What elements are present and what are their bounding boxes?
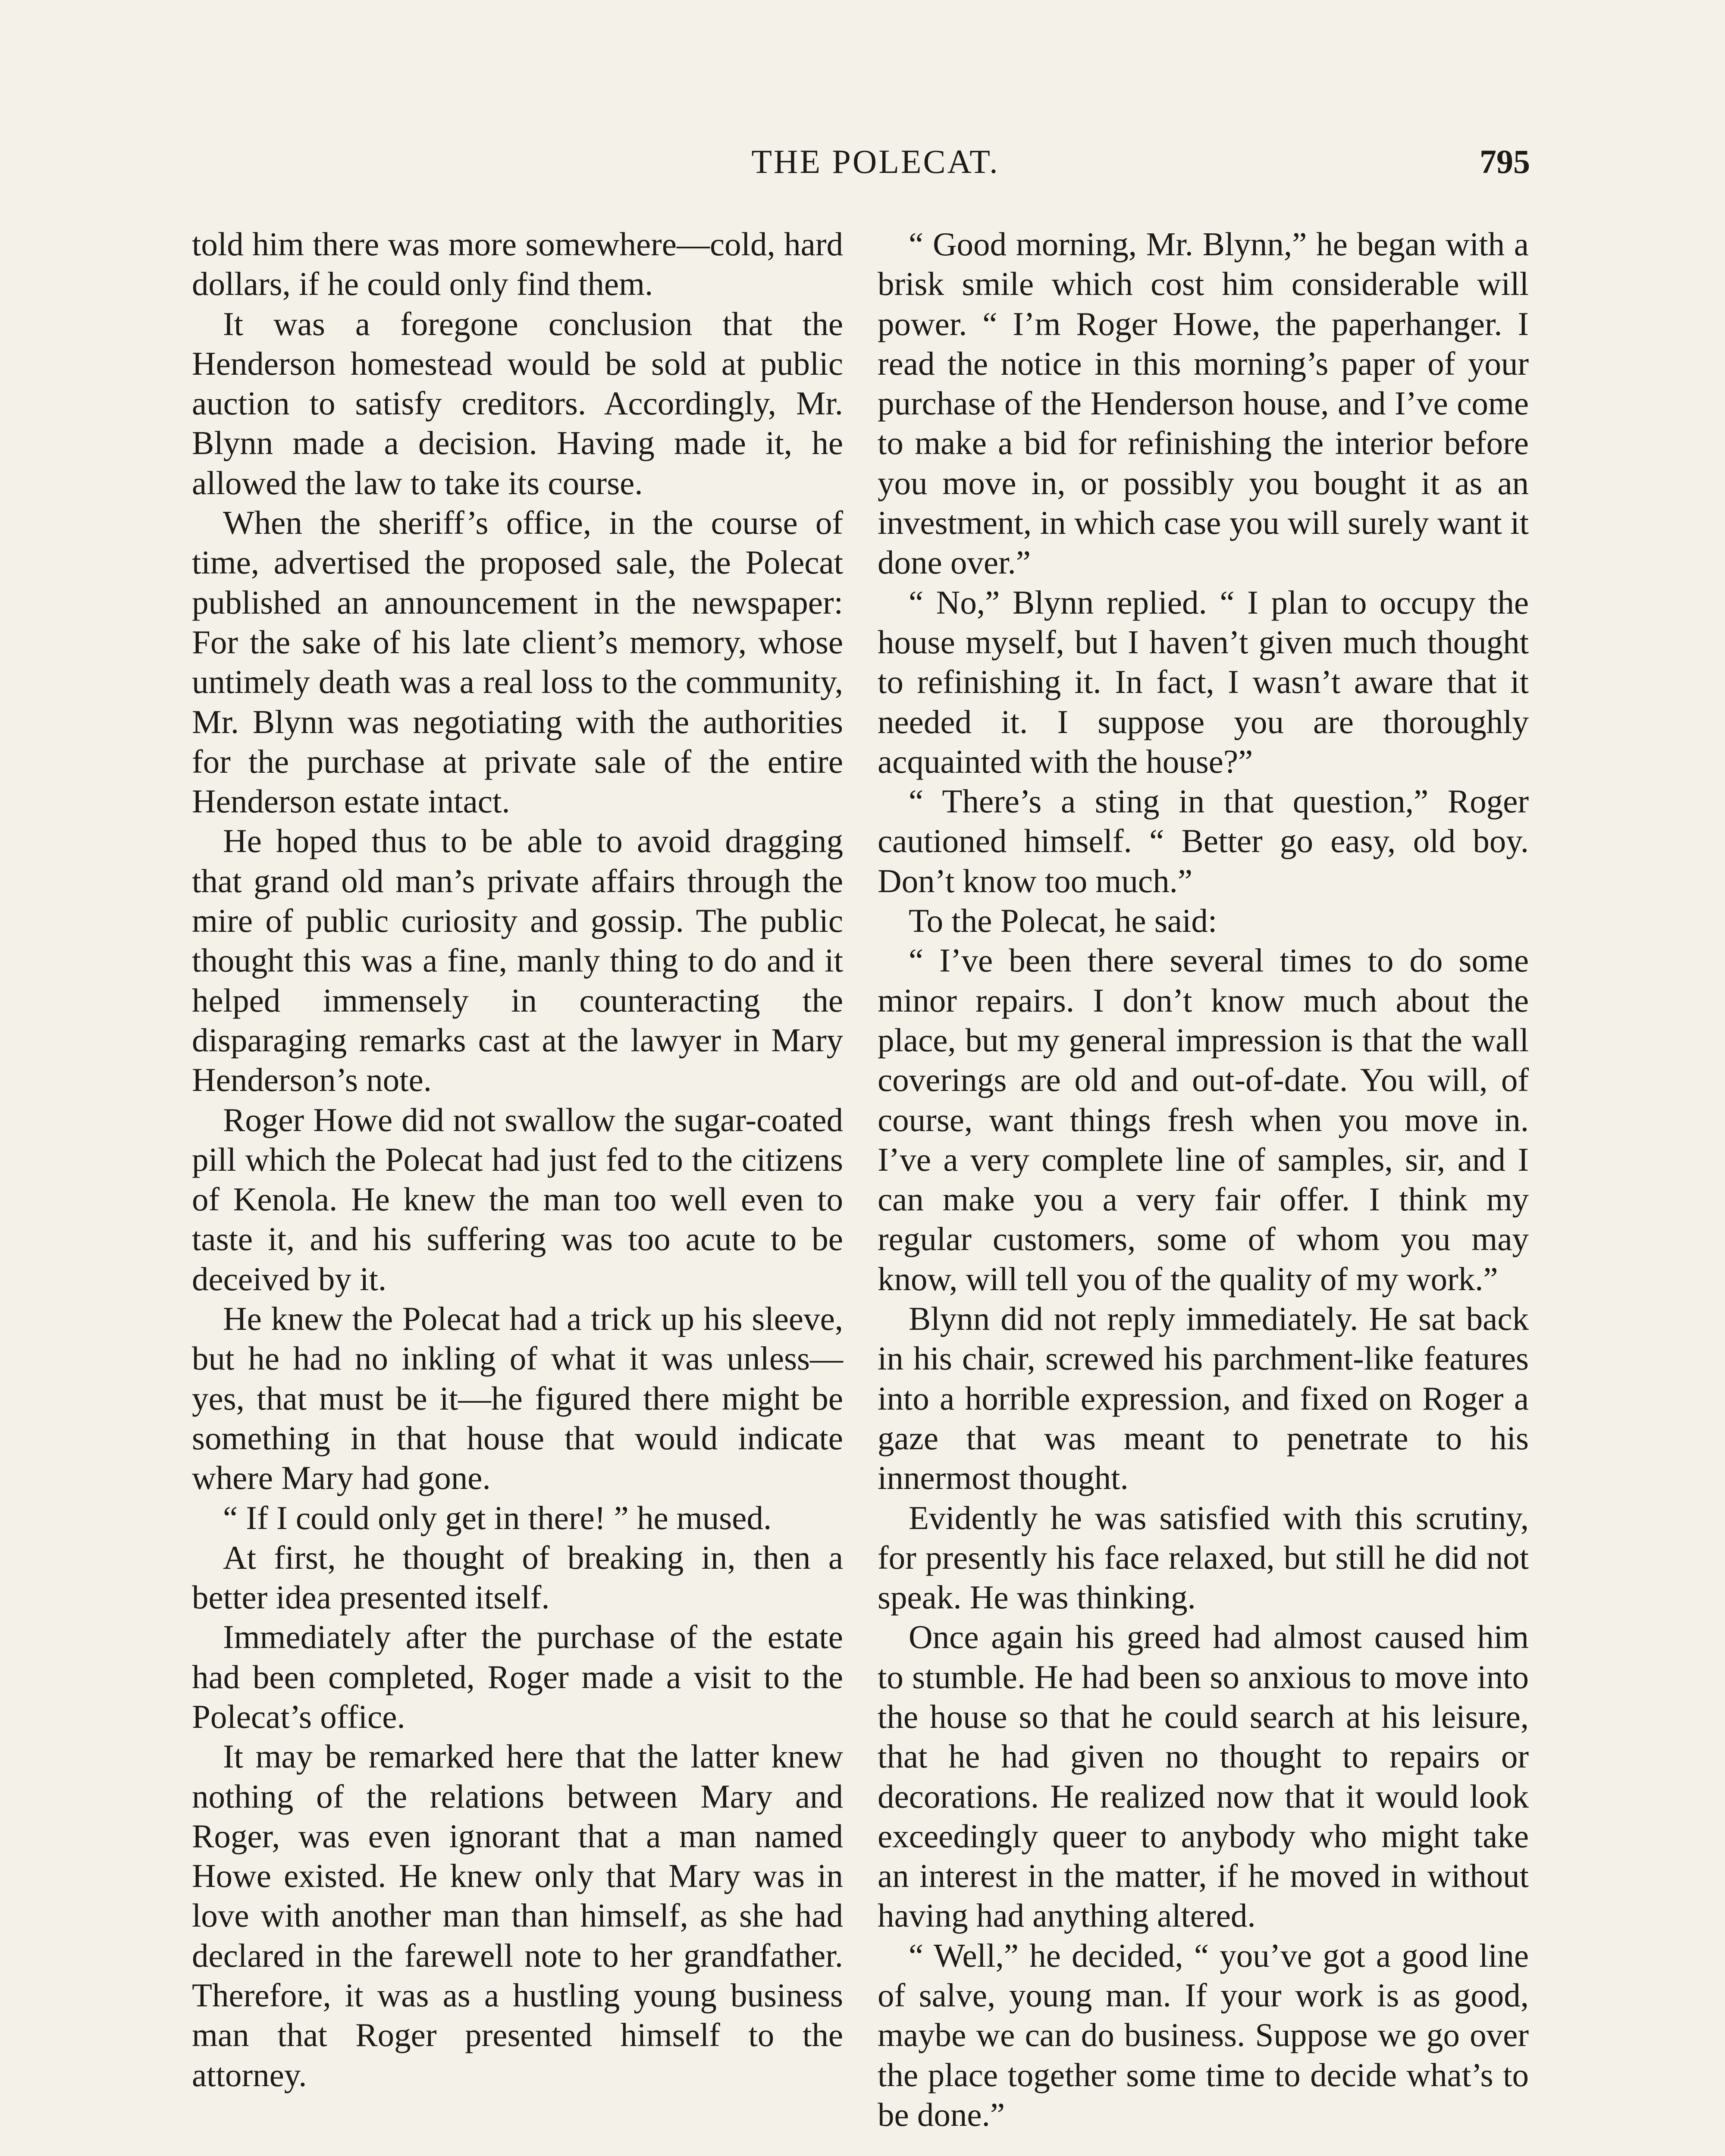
paragraph: It may be remarked here that the latter knew nothing of the relations between Mary and Roger, was even ignorant that a man named Howe existed. He knew only that Mary was in love with another man than himself, as she had declared in the farewell note to her grandfather. Therefore, it was as a hustling young business man that Roger presented himself to the attorney. [192, 1738, 843, 2093]
paragraph: Once again his greed had almost caused him to stumble. He had been so anxious to move into the house so that he could search at his leisure, that he had given no thought to repairs or decorations. He realized now that it would look exceedingly queer to anybody who might take an interest in the matter, if he moved in without having had anything altered. [878, 1618, 1529, 1934]
page-number: 795 [1480, 143, 1530, 180]
paragraph: He hoped thus to be able to avoid dragging that grand old man’s private affairs through the mire of public curiosity and gossip. The public thought this was a fine, manly thing to do and it helped immensely in counteracting the disparaging remarks cast at the lawyer in Mary Henderson’s note. [192, 822, 843, 1099]
paragraph: Evidently he was satisfied with this scrutiny, for presently his face relaxed, but still he did not speak. He was thinking. [878, 1499, 1529, 1616]
right-column [878, 224, 1529, 2134]
paragraph: To the Polecat, he said: [909, 902, 1217, 940]
paragraph: Blynn did not reply immediately. He sat back in his chair, screwed his parchment-like features into a horrible expression, and fixed on Roger a gaze that was meant to penetrate to his innermost thought. [878, 1300, 1529, 1497]
paragraph: It was a foregone conclusion that the Henderson homestead would be sold at public auction to satisfy creditors. Accordingly, Mr. Blynn made a decision. Having made it, he allowed the law to take its course. [192, 305, 843, 501]
paragraph: “ I’ve been there several times to do some minor repairs. I don’t know much about the place, but my general impression is that the wall coverings are old and out-of-date. You will, of course, want things fresh when you move in. I’ve a very complete line of samples, sir, and I can make you a very fair offer. I think my regular customers, some of whom you may know, will tell you of the quality of my work.” [878, 942, 1529, 1297]
paragraph: At first, he thought of breaking in, then a better idea presented itself. [192, 1539, 843, 1616]
paragraph: Roger Howe did not swallow the sugar-coated pill which the Polecat had just fed to the citizens of Kenola. He knew the man too well even to taste it, and his suffering was too acute to be deceived by it. [192, 1101, 843, 1297]
paragraph: Immediately after the purchase of the estate had been completed, Roger made a visit to the Polecat’s office. [192, 1618, 843, 1735]
paragraph: told him there was more somewhere—cold, hard dollars, if he could only find them. [192, 226, 843, 303]
paragraph: When the sheriff’s office, in the course of time, advertised the proposed sale, the Polecat published an announcement in the newspaper: For the sake of his late client’s memory, whose untimely death was a real loss to the community, Mr. Blynn was negotiating with the authorities for the purchase at private sale of the entire Henderson estate intact. [192, 504, 843, 820]
left-column [192, 224, 843, 2095]
paragraph: “ There’s a sting in that question,” Roger cautioned himself. “ Better go easy, old boy. Don’t know too much.” [878, 783, 1529, 899]
running-head-title: THE POLECAT. [751, 143, 1000, 180]
paragraph: “ Well,” he decided, “ you’ve got a good line of salve, young man. If your work is as good, maybe we can do business. Suppose we go over the place together some time to decide what’s to be done.” [878, 1937, 1529, 2133]
paragraph: He knew the Polecat had a trick up his sleeve, but he had no inkling of what it was unless—yes, that must be it—he figured there might be something in that house that would indicate where Mary had gone. [192, 1300, 843, 1497]
paragraph: “ Good morning, Mr. Blynn,” he began with a brisk smile which cost him considerable will power. “ I’m Roger Howe, the paperhanger. I read the notice in this morning’s paper of your purchase of the Henderson house, and I’ve come to make a bid for refinishing the interior before you move in, or possibly you bought it as an investment, in which case you will surely want it done over.” [878, 226, 1529, 581]
paragraph: “ No,” Blynn replied. “ I plan to occupy the house myself, but I haven’t given much thought to refinishing it. In fact, I wasn’t aware that it needed it. I suppose you are thoroughly acquainted with the house?” [878, 583, 1529, 780]
paragraph: “ If I could only get in there! ” he mused. [223, 1499, 772, 1536]
